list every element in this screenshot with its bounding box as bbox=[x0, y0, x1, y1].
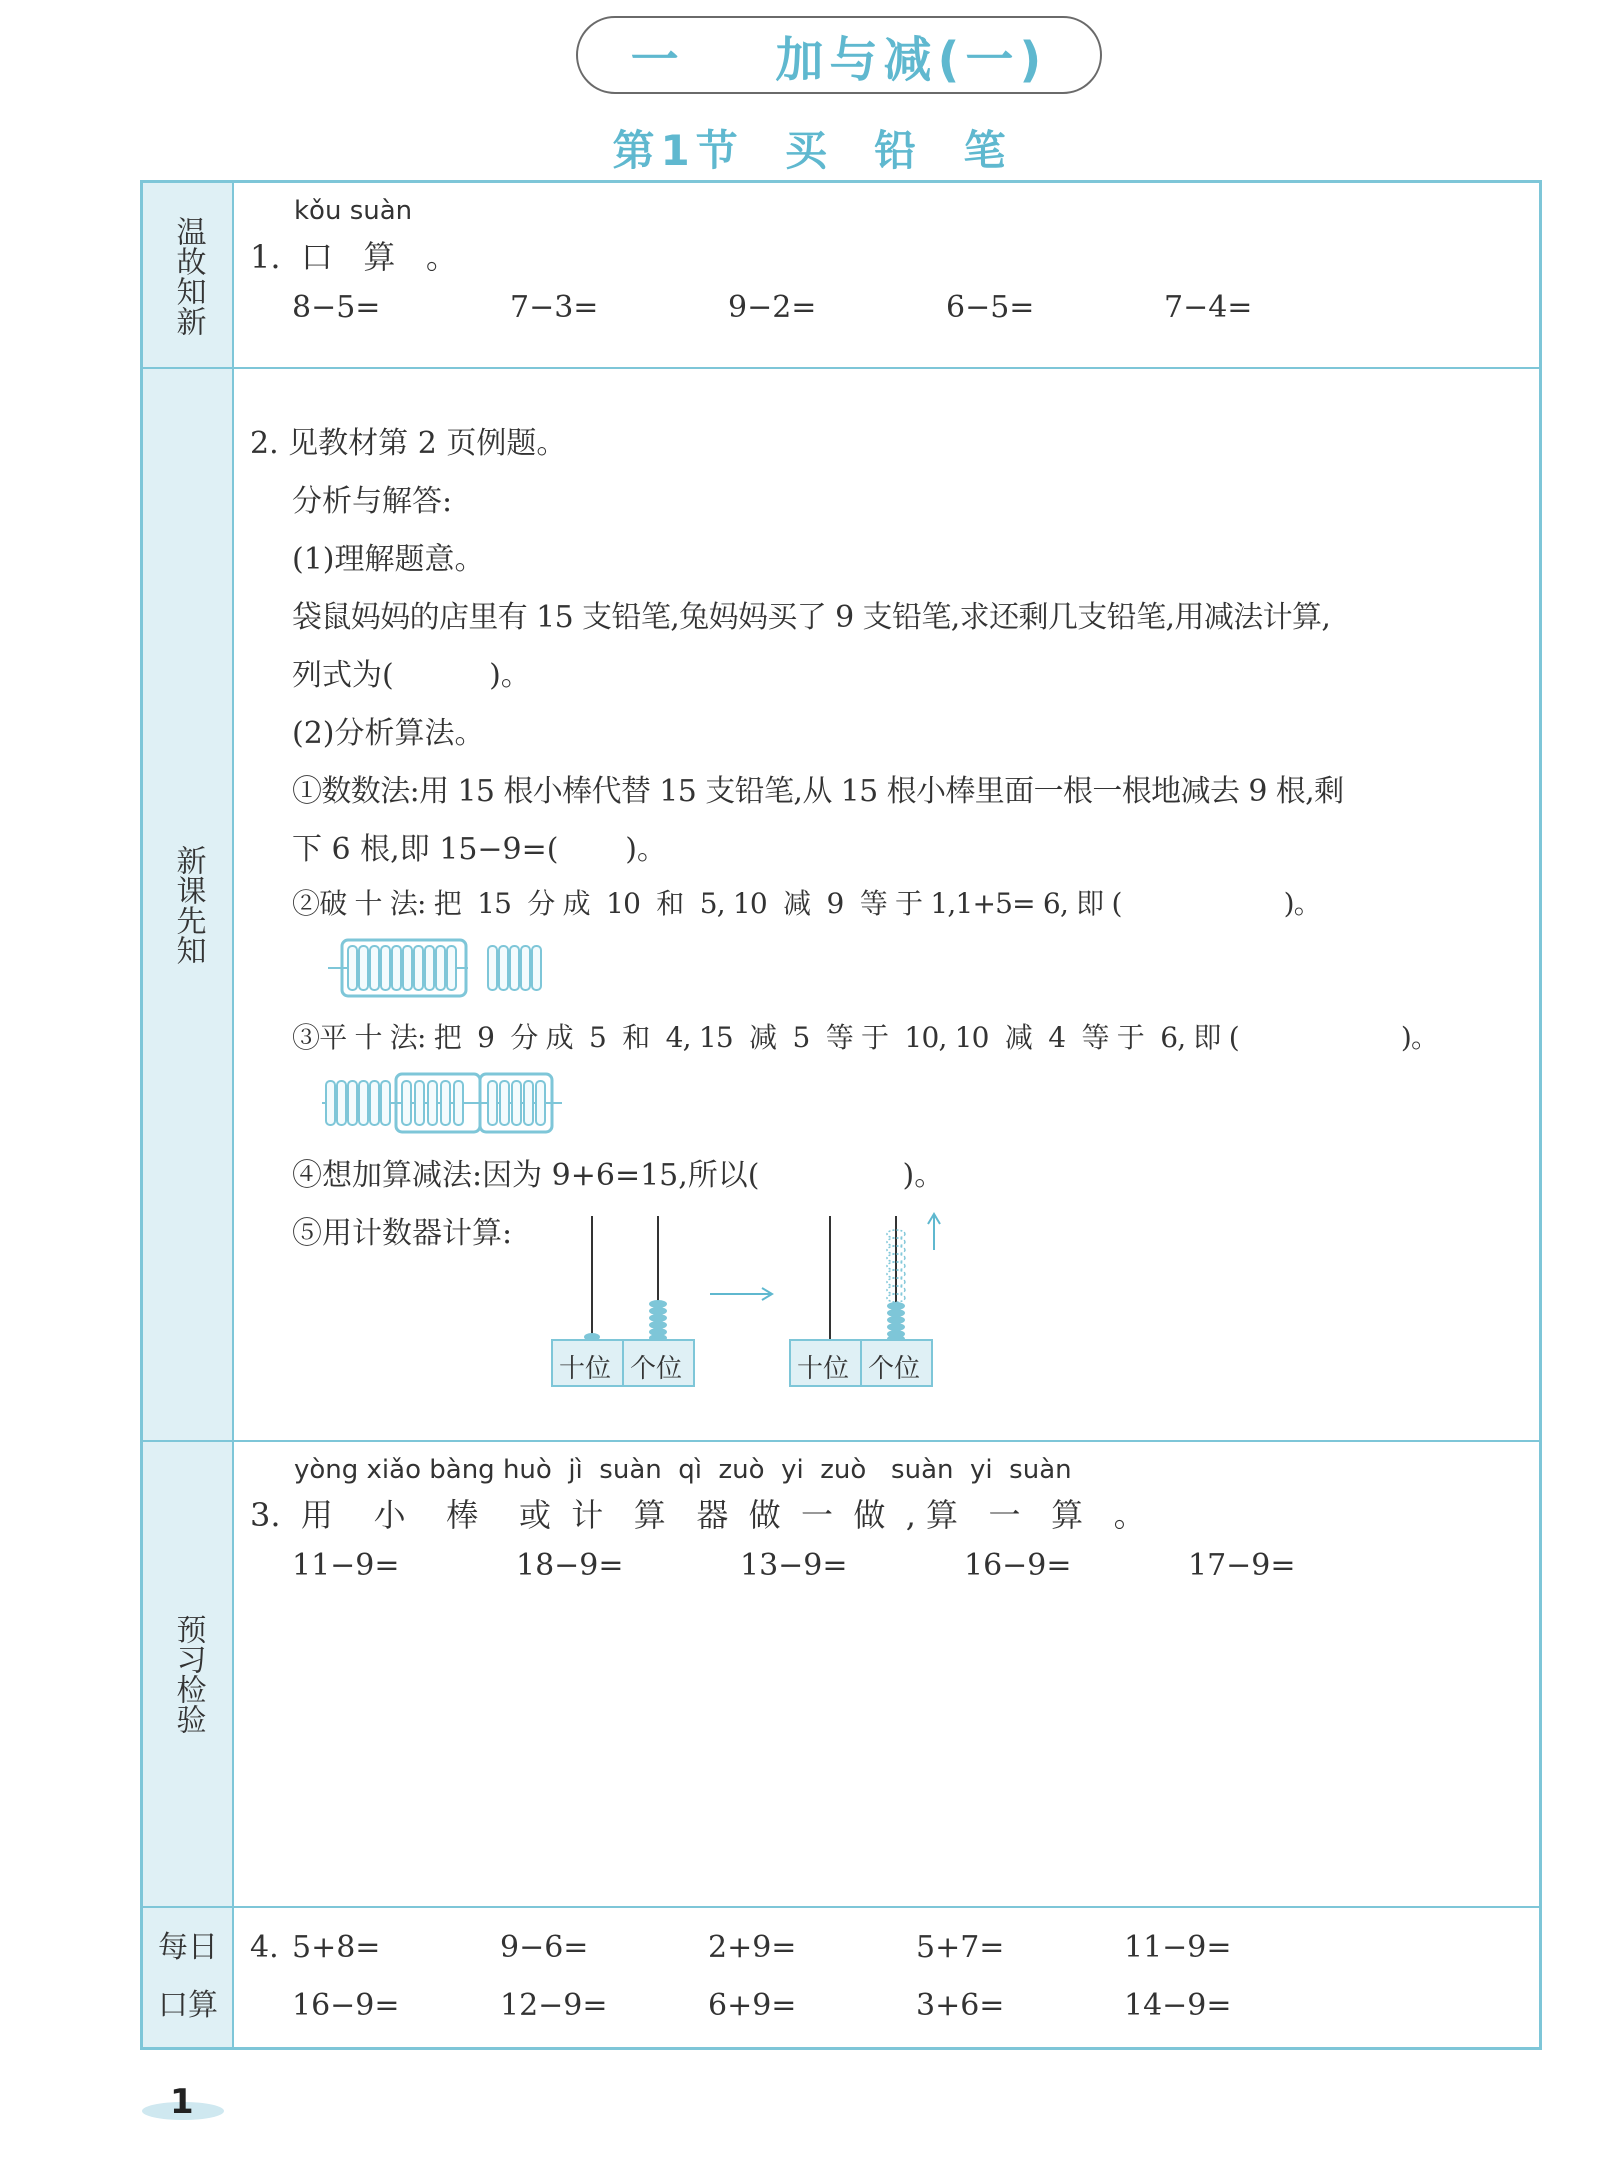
q3-item: 17−9= bbox=[1188, 1548, 1296, 1583]
q1-item: 6−5= bbox=[946, 290, 1035, 325]
row-divider bbox=[143, 1440, 1539, 1442]
abacus-label-tens: 十位 bbox=[797, 1354, 850, 1384]
arrow-right-icon bbox=[708, 1282, 778, 1306]
q3-item: 13−9= bbox=[740, 1548, 848, 1583]
q1-label: 1. 口 算 。 bbox=[250, 238, 458, 276]
q2-line: 袋鼠妈妈的店里有 15 支铅笔,兔妈妈买了 9 支铅笔,求还剩几支铅笔,用减法计算, bbox=[292, 600, 1331, 635]
q2-line: 2. 见教材第 2 页例题。 bbox=[250, 426, 567, 461]
q4-item: 5+7= bbox=[916, 1930, 1005, 1965]
q3-item: 11−9= bbox=[292, 1548, 400, 1583]
section-title: 第1节 买 铅 笔 bbox=[612, 126, 1012, 175]
q2-line: (1)理解题意。 bbox=[292, 542, 485, 577]
label-preview-check: 预习检验 bbox=[170, 1614, 206, 1734]
q4-item: 12−9= bbox=[500, 1988, 608, 2023]
abacus-label-ones: 个位 bbox=[630, 1354, 683, 1384]
q4-item: 6+9= bbox=[708, 1988, 797, 2023]
q2-line: ①数数法:用 15 根小棒代替 15 支铅笔,从 15 根小棒里面一根一根地减去 9 根,剩 bbox=[292, 774, 1344, 809]
q3-label: 3. 用 小 棒 或 计 算 器 做 一 做 , 算 一 算 。 bbox=[250, 1496, 1146, 1534]
q2-line: 列式为( )。 bbox=[292, 658, 531, 693]
q2-line: 分析与解答: bbox=[292, 484, 453, 519]
q1-item: 9−2= bbox=[728, 290, 817, 325]
q4-item: 5+8= bbox=[292, 1930, 381, 1965]
q3-item: 18−9= bbox=[516, 1548, 624, 1583]
q4-item: 14−9= bbox=[1124, 1988, 1232, 2023]
q4-item: 16−9= bbox=[292, 1988, 400, 2023]
q1-item: 7−3= bbox=[510, 290, 599, 325]
abacus-label-tens: 十位 bbox=[559, 1354, 612, 1384]
q4-item: 9−6= bbox=[500, 1930, 589, 1965]
q2-line: (2)分析算法。 bbox=[292, 716, 485, 751]
label-new-lesson: 新课先知 bbox=[170, 844, 206, 965]
q4-item: 11−9= bbox=[1124, 1930, 1232, 1965]
q1-pinyin: kǒu suàn bbox=[294, 196, 413, 226]
sticks-illustration-2 bbox=[322, 1070, 562, 1136]
q4-number: 4. bbox=[250, 1930, 279, 1965]
q2-line: ④想加算减法:因为 9+6=15,所以( )。 bbox=[292, 1158, 945, 1193]
q1-item: 8−5= bbox=[292, 290, 381, 325]
label-daily-practice: 每日 口算 bbox=[158, 1930, 218, 2023]
q2-line: 下 6 根,即 15−9=( )。 bbox=[292, 832, 667, 867]
abacus-label-ones: 个位 bbox=[868, 1354, 921, 1384]
chapter-title: 一 加与减(一) bbox=[630, 31, 1048, 88]
q4-item: 2+9= bbox=[708, 1930, 797, 1965]
label-review: 温故知新 bbox=[170, 216, 206, 336]
q2-line: ②破 十 法: 把 15 分 成 10 和 5, 10 减 9 等 于 1,1+5= 6, 即 ( )。 bbox=[292, 887, 1321, 920]
chapter-title-pill bbox=[576, 16, 1102, 94]
row-divider bbox=[143, 367, 1539, 369]
q1-item: 7−4= bbox=[1164, 290, 1253, 325]
q3-item: 16−9= bbox=[964, 1548, 1072, 1583]
q4-item: 3+6= bbox=[916, 1988, 1005, 2023]
sticks-illustration-1 bbox=[328, 936, 568, 1000]
q2-line: ③平 十 法: 把 9 分 成 5 和 4, 15 减 5 等 于 10, 10 减 4 等 于 6, 即 ( )。 bbox=[292, 1021, 1439, 1054]
page-number: 1 bbox=[170, 2082, 194, 2122]
row-divider bbox=[143, 1906, 1539, 1908]
q2-line: ⑤用计数器计算: bbox=[292, 1216, 513, 1251]
q3-pinyin: yòng xiǎo bàng huò jì suàn qì zuò yi zuò suàn yi suàn bbox=[294, 1455, 1072, 1485]
